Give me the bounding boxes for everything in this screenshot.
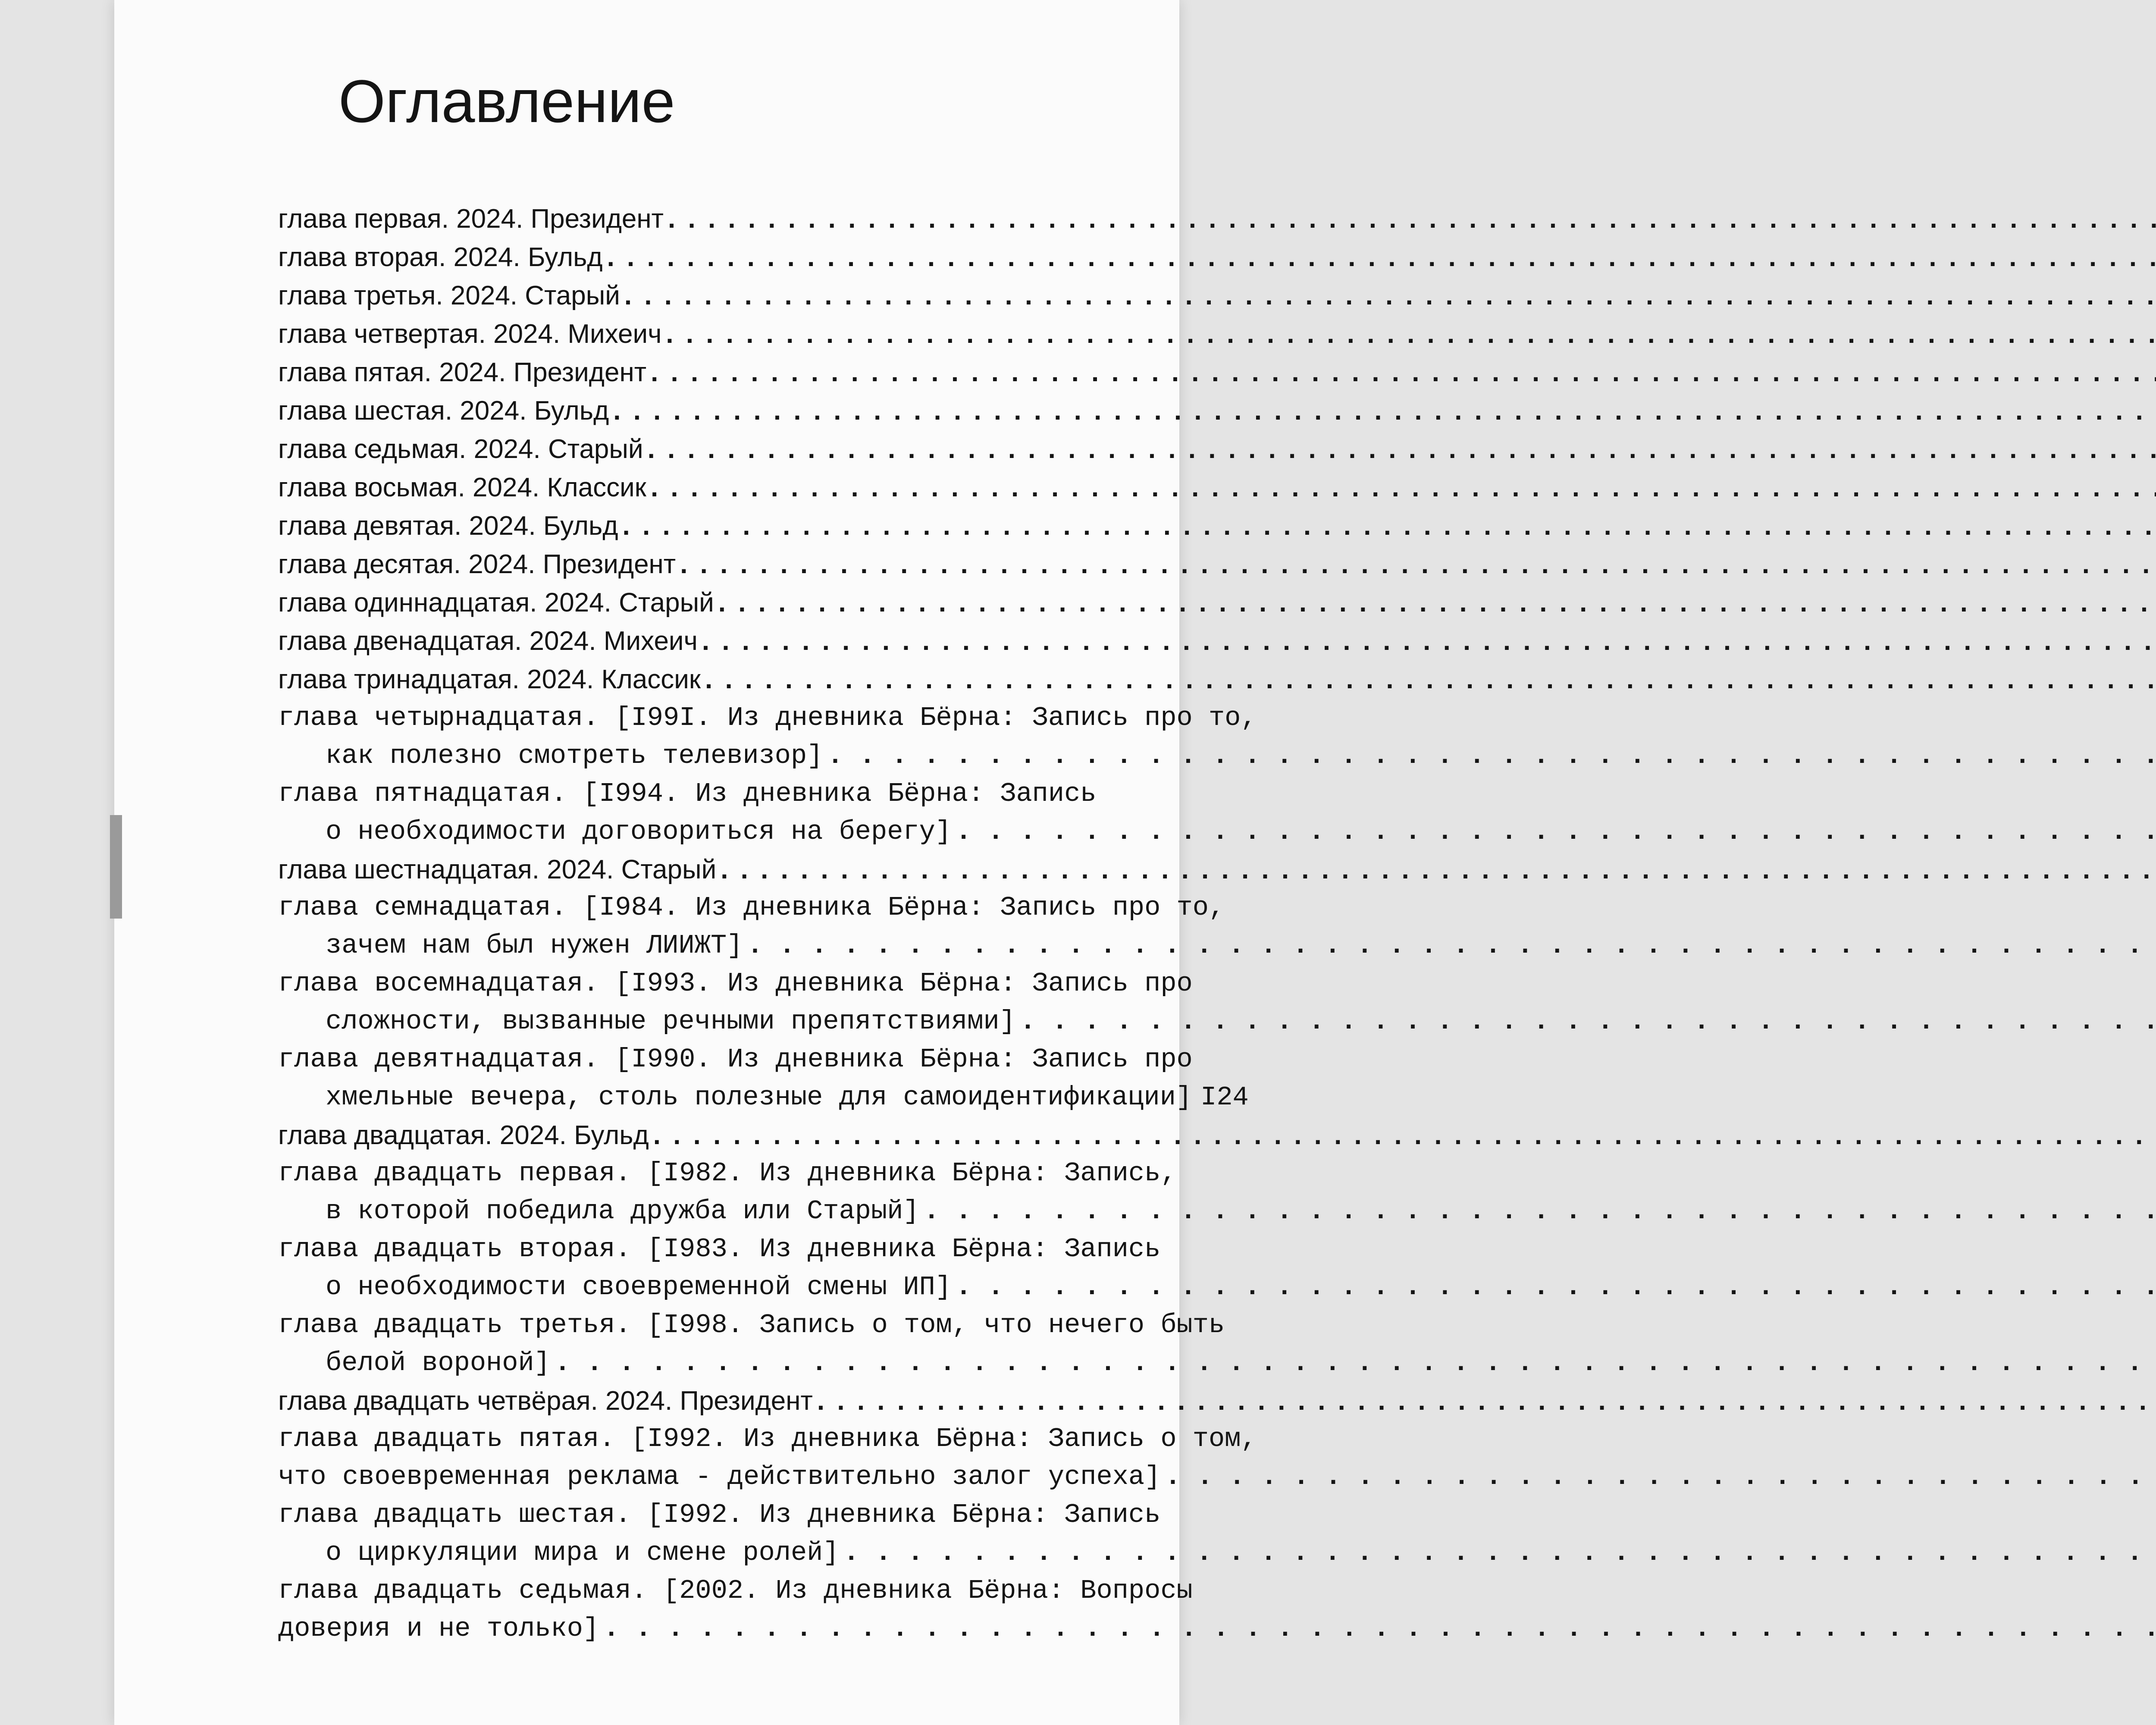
toc-entry-title: глава двадцать первая. [I982. Из дневника Бёрна: Запись, [278,1158,1177,1189]
table-of-contents [114,0,1257,1725]
toc-entry [278,1113,1235,1151]
toc-entry-title: глава двадцать седьмая. [2002. Из дневника Бёрна: Вопросы [278,1575,1193,1606]
toc-entry-title: глава двадцать четвёрая. 2024. Президент [278,1386,813,1416]
dot-leader [843,1537,2156,1568]
toc-entry-title: глава третья. 2024. Старый [278,281,620,310]
toc-entry [278,273,1235,311]
toc-entry-title: глава двадцать вторая. [I983. Из дневника Бёрна: Запись [278,1234,1161,1264]
dot-leader [718,587,2156,618]
toc-entry [278,771,1235,809]
toc-entry-title: глава четырнадцатая. [I99I. Из дневника Бёрна: Запись про то, [278,703,1257,733]
dot-leader [817,1386,2156,1416]
toc-entry-title-cont: зачем нам был нужен ЛИИЖТ] [326,930,743,961]
toc-entry-title: глава шестая. 2024. Бульд [278,396,609,426]
toc-entry [278,1416,1257,1454]
toc-entry [278,542,1235,580]
toc-entry [278,235,1235,273]
dot-leader [827,740,2156,771]
toc-entry-continuation [326,733,1235,771]
toc-entry [278,350,1235,388]
dot-leader [1165,1462,2156,1492]
toc-entry-title: глава семнадцатая. [I984. Из дневника Бёрна: Запись про то, [278,892,1225,923]
toc-entry-title-cont: доверия и не только] [278,1613,599,1644]
dot-leader [924,1196,2156,1226]
dot-leader [747,930,2156,961]
toc-entry-title: глава вторая. 2024. Бульд [278,242,603,272]
toc-entry-title: глава четвертая. 2024. Михеич [278,319,662,349]
toc-entry-title: глава двадцать пятая. [I992. Из дневника Бёрна: Запись о том, [278,1424,1257,1454]
toc-entry-title: глава шестнадцатая. 2024. Старый [278,855,717,884]
dot-leader [705,664,2156,695]
toc-entry [278,1302,1235,1340]
toc-entry-title: глава двадцатая. 2024. Бульд [278,1120,649,1150]
dot-leader [648,434,2156,464]
dot-leader [1020,1006,2156,1037]
dot-leader [666,319,2156,349]
dot-leader [956,1272,2156,1302]
toc-entry-continuation [326,1530,1235,1568]
toc-entry-title: глава седьмая. 2024. Старый [278,434,643,464]
toc-entry-title: глава восьмая. 2024. Классик [278,473,646,502]
toc-entry [278,196,1235,234]
toc-entry [278,1568,1235,1606]
toc-entry [278,1226,1235,1264]
toc-entry [278,618,1235,656]
page-title: Оглавление [338,67,675,135]
toc-entry-title-cont: о необходимости своевременной смены ИП] [326,1272,952,1302]
toc-entry-continuation [326,1189,1235,1226]
toc-entry [278,427,1235,464]
toc-entry [278,657,1235,695]
toc-entry [278,1037,1235,1075]
dot-leader [651,472,2156,503]
dot-leader [613,395,2156,426]
toc-entry-continuation [326,923,1235,961]
dot-leader [623,511,2156,541]
dot-leader [680,549,2156,580]
toc-entry-title: глава двенадцатая. 2024. Михеич [278,626,698,656]
toc-entry [278,885,1235,923]
toc-entry [278,580,1235,618]
toc-entry [278,1151,1235,1189]
dot-leader [702,626,2156,656]
toc-entry [278,311,1235,349]
toc-entry-title: глава одиннадцатая. 2024. Старый [278,588,714,618]
toc-entry-title: глава десятая. 2024. Президент [278,549,676,579]
toc-entry-title: глава тринадцатая. 2024. Классик [278,665,701,694]
toc-entry-title-cont: белой вороной] [326,1348,550,1378]
dot-leader [607,242,2156,273]
toc-entry-title: глава двадцать шестая. [I992. Из дневника Бёрна: Запись [278,1499,1161,1530]
toc-entry-title: глава двадцать третья. [I998. Запись о том, что нечего быть [278,1310,1225,1340]
toc-entry [278,1378,1235,1416]
toc-entry-title-cont: хмельные вечера, столь полезные для самоидентификации] [326,1082,1192,1113]
toc-entry-continuation [278,1454,1235,1492]
toc-entry-title: глава пятая. 2024. Президент [278,358,647,387]
toc-entry [278,961,1235,999]
dot-leader [624,280,2156,311]
toc-entry-continuation [326,1340,1235,1378]
book-page [114,0,1257,1725]
toc-entry [278,465,1235,503]
dot-leader [653,1120,2156,1151]
toc-entry-title-cont: как полезно смотреть телевизор] [326,740,823,771]
dot-leader [603,1613,2156,1644]
toc-entry-title: глава девятнадцатая. [I990. Из дневника Бёрна: Запись про [278,1044,1193,1075]
dot-leader [668,204,2156,234]
toc-entry-title-cont: в которой победила дружба или Старый] [326,1196,919,1226]
toc-entry [278,695,1257,733]
toc-entry-title-cont: о циркуляции мира и смене ролей] [326,1537,839,1568]
dot-leader [555,1348,2156,1378]
toc-entry-title: глава пятнадцатая. [I994. Из дневника Бёрна: Запись [278,778,1097,809]
toc-entry-continuation [326,809,1235,847]
toc-entry-page: I24 [1200,1082,1249,1113]
dot-leader [721,854,2156,885]
dot-leader [956,816,2156,847]
toc-entry [278,388,1235,426]
toc-entry [278,503,1235,541]
toc-entry-continuation [278,1606,1235,1644]
toc-entry-continuation [326,999,1235,1037]
toc-entry-continuation [326,1075,1249,1113]
toc-entry [278,847,1235,885]
toc-entry-title-cont: что своевременная реклама - действительно залог успеха] [278,1462,1161,1492]
toc-entry-title-cont: сложности, вызванные речными препятствиями] [326,1006,1015,1037]
toc-entry-title-cont: о необходимости договориться на берегу] [326,816,952,847]
toc-entry-continuation [326,1264,1235,1302]
toc-entry-title: глава первая. 2024. Президент [278,204,664,234]
toc-entry-title: глава девятая. 2024. Бульд [278,511,618,541]
dot-leader [651,357,2156,388]
toc-entry-title: глава восемнадцатая. [I993. Из дневника Бёрна: Запись про [278,968,1193,999]
toc-entry [278,1492,1235,1530]
